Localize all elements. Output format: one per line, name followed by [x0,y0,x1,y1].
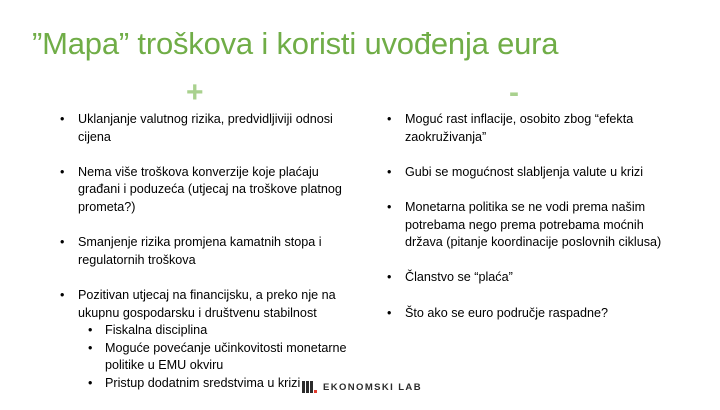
minus-mark: - [509,76,519,109]
benefit-item: • Smanjenje rizika promjena kamatnih stopa i regulatornih troškova [58,234,348,269]
cost-item: • Gubi se mogućnost slabljenja valute u krizi [385,164,670,182]
benefit-subitem: • Moguće povećanje učinkovitosti monetarne politike u EMU okviru [78,340,348,375]
benefits-list [58,111,348,410]
cost-item: • Monetarna politika se ne vodi prema našim potrebama nego prema potrebama moćnih država (pitanje koordinacije poslovnih ciklusa) [385,199,670,252]
benefit-subitem: • Pristup dodatnim sredstvima u krizi [78,375,348,393]
cost-item: • Moguć rast inflacije, osobito zbog “efekta zaokruživanja” [385,111,670,146]
cost-item: • Članstvo se “plaća” [385,269,670,287]
benefit-item: • Uklanjanje valutnog rizika, predvidljiviji odnosi cijena [58,111,348,146]
slide-title: ”Mapa” troškova i koristi uvođenja eura [32,26,559,61]
footer [302,381,422,393]
cost-item: • Što ako se euro područje raspadne? [385,305,670,323]
footer-brand-text: EKONOMSKI LAB [323,381,422,393]
costs-list [385,111,670,340]
plus-mark: + [186,76,204,109]
benefit-subitem: • Fiskalna disciplina [78,322,348,340]
benefit-item: • Nema više troškova konverzije koje plaćaju građani i poduzeća (utjecaj na troškove platnog prometa?) [58,164,348,217]
ekonomski-lab-logo-icon [302,381,317,393]
benefit-item: • Pozitivan utjecaj na financijsku, a preko nje na ukupnu gospodarsku i društvenu stabilnost • Fiskalna disciplina • Moguće povećanje učinkovitosti monetarne politike u EMU okviru • Pristup dodatnim sredstvima u krizi [58,287,348,393]
